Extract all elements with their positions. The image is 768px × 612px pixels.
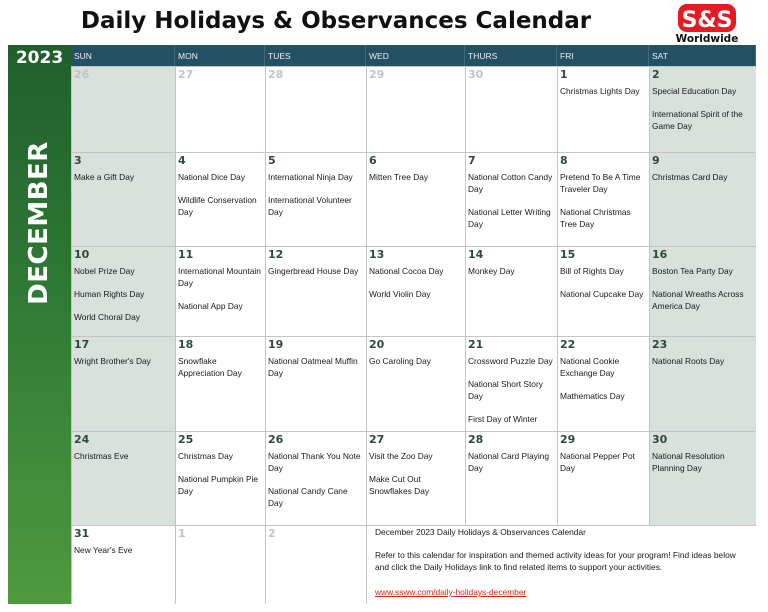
day-cell[interactable] bbox=[557, 66, 649, 152]
day-cell[interactable] bbox=[265, 66, 366, 152]
month-sidebar bbox=[8, 45, 71, 604]
day-number: 30 bbox=[468, 68, 484, 81]
day-number: 15 bbox=[560, 248, 576, 261]
event-item: National Letter Writing Day bbox=[468, 207, 551, 229]
day-cell[interactable] bbox=[557, 152, 649, 246]
daily-holidays-link[interactable]: www.ssww.com/daily-holidays-december bbox=[375, 587, 527, 597]
event-item: Make Cut Out Snowflakes Day bbox=[369, 474, 430, 496]
event-item: World Violin Day bbox=[369, 289, 431, 299]
event-item: National Roots Day bbox=[652, 356, 725, 366]
event-item: National Oatmeal Muffin Day bbox=[268, 356, 358, 378]
day-cell[interactable] bbox=[366, 66, 465, 152]
day-number: 10 bbox=[74, 248, 90, 261]
day-cell[interactable] bbox=[465, 66, 557, 152]
event-item: Gingerbread House Day bbox=[268, 266, 359, 276]
year-label: 2023 bbox=[15, 48, 64, 68]
day-number: 22 bbox=[560, 338, 576, 351]
day-number: 5 bbox=[268, 154, 276, 167]
day-number: 4 bbox=[178, 154, 186, 167]
event-item: National Resolution Planning Day bbox=[652, 451, 725, 473]
day-number: 12 bbox=[268, 248, 284, 261]
event-item: Christmas Card Day bbox=[652, 172, 728, 182]
event-item: International Spirit of the Game Day bbox=[652, 109, 743, 131]
day-number: 9 bbox=[652, 154, 660, 167]
weekday-header: WED bbox=[366, 45, 465, 66]
event-item: Human Rights Day bbox=[74, 289, 145, 299]
day-number: 24 bbox=[74, 433, 90, 446]
day-cell[interactable] bbox=[366, 336, 465, 431]
day-cell[interactable] bbox=[465, 336, 557, 431]
day-number: 26 bbox=[268, 433, 284, 446]
page-title: Daily Holidays & Observances Calendar bbox=[80, 8, 592, 34]
event-item: Make a Gift Day bbox=[74, 172, 135, 182]
day-cell[interactable] bbox=[71, 525, 175, 604]
event-item: National Candy Cane Day bbox=[268, 486, 348, 508]
day-cell[interactable] bbox=[366, 246, 465, 336]
event-item: Special Education Day bbox=[652, 86, 737, 96]
day-cell[interactable] bbox=[649, 246, 756, 336]
logo-subtext: Worldwide bbox=[675, 33, 739, 45]
event-item: National Pumpkin Pie Day bbox=[178, 474, 259, 496]
day-cell[interactable] bbox=[465, 431, 557, 525]
event-item: National Wreaths Across America Day bbox=[652, 289, 744, 311]
day-number: 26 bbox=[74, 68, 90, 81]
day-cell[interactable] bbox=[366, 152, 465, 246]
calendar-grid bbox=[71, 45, 756, 604]
weekday-header: TUES bbox=[265, 45, 366, 66]
event-item: Snowflake Appreciation Day bbox=[178, 356, 242, 378]
event-item: National Pepper Pot Day bbox=[560, 451, 635, 473]
weekday-header: SAT bbox=[649, 45, 756, 66]
weekday-header: FRI bbox=[557, 45, 649, 66]
day-number: 21 bbox=[468, 338, 484, 351]
day-cell[interactable] bbox=[649, 336, 756, 431]
event-item: New Year's Eve bbox=[74, 545, 133, 555]
event-item: National Christmas Tree Day bbox=[560, 207, 631, 229]
day-cell[interactable] bbox=[265, 336, 366, 431]
event-item: National App Day bbox=[178, 301, 243, 311]
day-number: 25 bbox=[178, 433, 194, 446]
day-cell[interactable] bbox=[175, 152, 265, 246]
day-cell[interactable] bbox=[71, 246, 175, 336]
day-number: 31 bbox=[74, 527, 90, 540]
day-cell[interactable] bbox=[465, 152, 557, 246]
day-cell[interactable] bbox=[175, 431, 265, 525]
day-number: 2 bbox=[652, 68, 660, 81]
event-item: Christmas Day bbox=[178, 451, 233, 461]
event-item: Monkey Day bbox=[468, 266, 515, 276]
day-number: 30 bbox=[652, 433, 668, 446]
day-number: 11 bbox=[178, 248, 194, 261]
event-item: National Cupcake Day bbox=[560, 289, 644, 299]
day-cell[interactable] bbox=[175, 246, 265, 336]
day-cell[interactable] bbox=[649, 431, 756, 525]
day-number: 17 bbox=[74, 338, 90, 351]
day-cell[interactable] bbox=[265, 246, 366, 336]
day-number: 7 bbox=[468, 154, 476, 167]
event-item: Boston Tea Party Day bbox=[652, 266, 733, 276]
event-item: National Dice Day bbox=[178, 172, 246, 182]
event-item: Mathematics Day bbox=[560, 391, 625, 401]
brand-logo[interactable] bbox=[672, 2, 742, 44]
day-cell[interactable] bbox=[557, 431, 649, 525]
day-number: 14 bbox=[468, 248, 484, 261]
day-cell[interactable] bbox=[465, 246, 557, 336]
day-number: 20 bbox=[369, 338, 385, 351]
event-item: National Thank You Note Day bbox=[268, 451, 361, 473]
event-item: World Choral Day bbox=[74, 312, 140, 322]
day-number: 1 bbox=[560, 68, 568, 81]
day-cell[interactable] bbox=[265, 525, 366, 604]
event-item: Christmas Eve bbox=[74, 451, 129, 461]
day-number: 16 bbox=[652, 248, 668, 261]
event-item: Wright Brother's Day bbox=[74, 356, 151, 366]
day-cell[interactable] bbox=[175, 336, 265, 431]
day-cell[interactable] bbox=[649, 66, 756, 152]
day-number: 19 bbox=[268, 338, 284, 351]
event-item: Bill of Rights Day bbox=[560, 266, 624, 276]
day-cell[interactable] bbox=[557, 246, 649, 336]
event-item: National Card Playing Day bbox=[468, 451, 550, 473]
note-body: Refer to this calendar for inspiration and themed activity ideas for your program! Find ideas below and click the Daily Holidays link to find related items to support your activities. bbox=[375, 550, 736, 572]
day-number: 3 bbox=[74, 154, 82, 167]
day-cell[interactable] bbox=[71, 66, 175, 152]
day-number: 29 bbox=[369, 68, 385, 81]
event-item: First Day of Winter bbox=[468, 414, 538, 424]
day-cell[interactable] bbox=[71, 152, 175, 246]
day-cell[interactable] bbox=[71, 431, 175, 525]
day-number: 29 bbox=[560, 433, 576, 446]
note-title: December 2023 Daily Holidays & Observances Calendar bbox=[375, 527, 586, 537]
day-number: 27 bbox=[178, 68, 194, 81]
logo-mark bbox=[672, 2, 742, 34]
day-cell[interactable] bbox=[557, 336, 649, 431]
day-cell[interactable] bbox=[175, 525, 265, 604]
logo-text: S&S bbox=[681, 8, 733, 33]
day-cell[interactable] bbox=[265, 431, 366, 525]
event-item: International Mountain Day bbox=[178, 266, 261, 288]
day-cell[interactable] bbox=[71, 336, 175, 431]
event-item: Pretend To Be A Time Traveler Day bbox=[560, 172, 641, 194]
weekday-header: SUN bbox=[71, 45, 175, 66]
event-item: National Short Story Day bbox=[468, 379, 543, 401]
event-item: Christmas Lights Day bbox=[560, 86, 640, 96]
event-item: Go Caroling Day bbox=[369, 356, 431, 366]
event-item: Nobel Prize Day bbox=[74, 266, 135, 276]
event-item: Visit the Zoo Day bbox=[369, 451, 433, 461]
day-cell[interactable] bbox=[175, 66, 265, 152]
weekday-header: THURS bbox=[465, 45, 557, 66]
day-number: 23 bbox=[652, 338, 668, 351]
event-item: Mitten Tree Day bbox=[369, 172, 429, 182]
day-number: 27 bbox=[369, 433, 385, 446]
event-item: National Cotton Candy Day bbox=[468, 172, 553, 194]
event-item: National Cocoa Day bbox=[369, 266, 444, 276]
calendar-note bbox=[366, 525, 756, 604]
month-label: DECEMBER bbox=[24, 141, 54, 305]
day-number: 6 bbox=[369, 154, 377, 167]
day-number: 1 bbox=[178, 527, 186, 540]
event-item: International Volunteer Day bbox=[268, 195, 352, 217]
day-number: 13 bbox=[369, 248, 385, 261]
day-cell[interactable] bbox=[649, 152, 756, 246]
event-item: National Cookie Exchange Day bbox=[560, 356, 620, 378]
day-number: 8 bbox=[560, 154, 568, 167]
day-number: 28 bbox=[468, 433, 484, 446]
day-number: 28 bbox=[268, 68, 284, 81]
event-item: International Ninja Day bbox=[268, 172, 353, 182]
day-number: 2 bbox=[268, 527, 276, 540]
day-cell[interactable] bbox=[265, 152, 366, 246]
event-item: Wildlife Conservation Day bbox=[178, 195, 257, 217]
day-cell[interactable] bbox=[366, 431, 465, 525]
day-number: 18 bbox=[178, 338, 194, 351]
weekday-header: MON bbox=[175, 45, 265, 66]
event-item: Crossword Puzzle Day bbox=[468, 356, 553, 366]
